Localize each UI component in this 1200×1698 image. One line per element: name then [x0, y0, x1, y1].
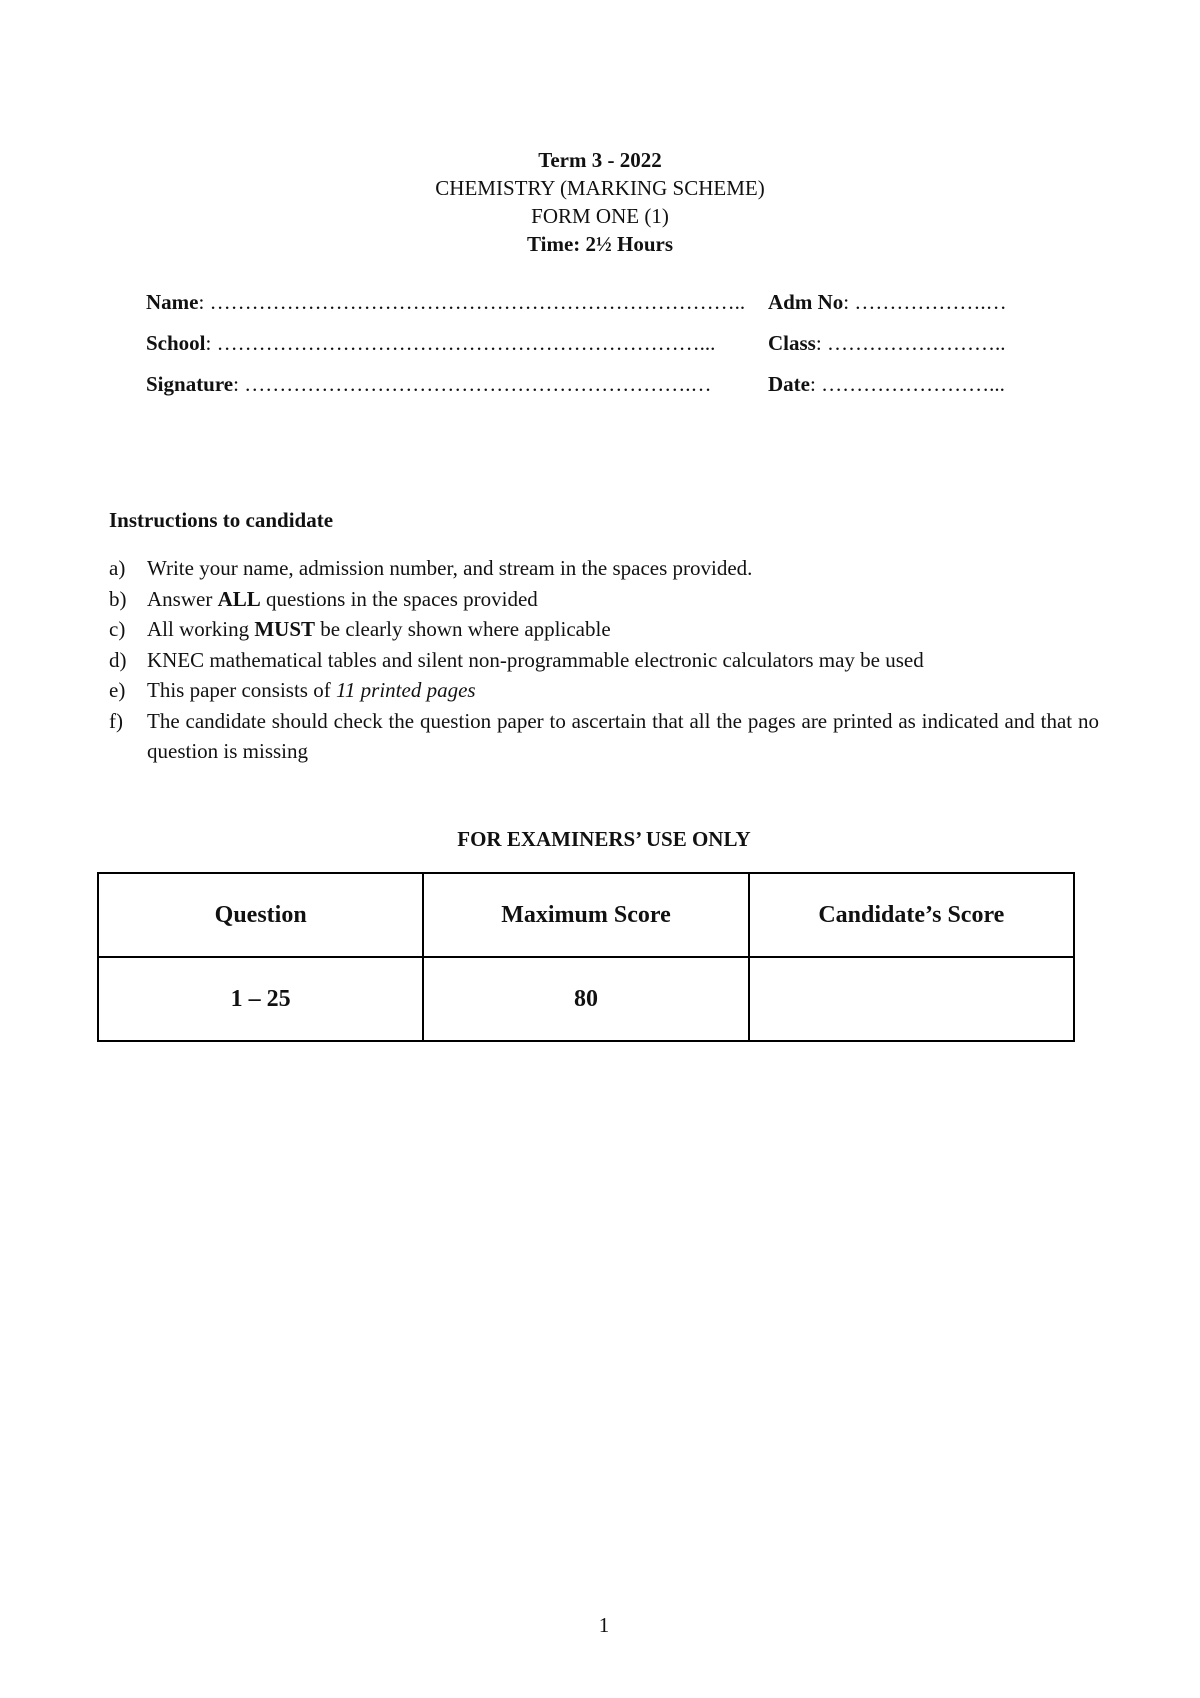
- column-header-question: Question: [98, 873, 423, 957]
- question-range-cell: 1 – 25: [98, 957, 423, 1041]
- column-header-maximum-score: Maximum Score: [423, 873, 748, 957]
- instruction-text: Answer: [147, 586, 218, 611]
- instruction-emphasis: ALL: [217, 586, 261, 611]
- date-label: Date: [768, 372, 810, 396]
- instruction-letter: e): [109, 678, 126, 702]
- school-field-row: [146, 331, 1006, 356]
- instruction-text: questions in the spaces provided: [260, 586, 538, 611]
- page-number: 1: [598, 1613, 610, 1637]
- name-field-row: [146, 290, 1007, 315]
- school-label: School: [146, 331, 206, 355]
- date-field[interactable]: : ……………………...: [809, 372, 1005, 396]
- instruction-item: [109, 553, 1099, 584]
- instruction-text: KNEC mathematical tables and silent non-programmable electronic calculators may be used: [147, 647, 924, 672]
- name-field[interactable]: : …………………………………………………………………..: [198, 290, 746, 314]
- name-label: Name: [146, 290, 199, 314]
- instruction-letter: a): [109, 556, 126, 580]
- instructions-list: [109, 553, 1099, 767]
- instruction-item: [109, 614, 1099, 645]
- document-header: [0, 146, 1200, 258]
- candidates-score-cell[interactable]: [749, 957, 1074, 1041]
- instruction-emphasis: MUST: [254, 617, 316, 641]
- instruction-letter: d): [109, 647, 127, 672]
- school-field[interactable]: : ……………………………………………………………...: [205, 331, 716, 355]
- instruction-letter: f): [109, 708, 123, 733]
- instruction-item: [109, 675, 1099, 706]
- instruction-item: [109, 584, 1099, 615]
- class-label: Class: [768, 331, 816, 355]
- signature-field-row: [146, 372, 1005, 397]
- form-title: FORM ONE (1): [531, 204, 669, 228]
- instruction-item: [109, 645, 1099, 676]
- signature-label: Signature: [146, 372, 234, 396]
- instructions-title: Instructions to candidate: [109, 508, 334, 532]
- score-table: [97, 872, 1075, 1042]
- time-allowed: Time: 2½ Hours: [526, 232, 674, 256]
- instruction-text: The candidate should check the question paper to ascertain that all the pages are printed as indicated and that no question is missing: [147, 708, 1099, 763]
- column-header-candidates-score: Candidate’s Score: [749, 873, 1074, 957]
- term-title: Term 3 - 2022: [538, 148, 662, 172]
- class-field[interactable]: : ……………………..: [815, 331, 1006, 355]
- instruction-italic: 11 printed pages: [335, 678, 476, 702]
- table-row: [98, 957, 1074, 1041]
- signature-field[interactable]: : ……………………………………………………….…: [233, 372, 712, 396]
- table-header-row: [98, 873, 1074, 957]
- instruction-item: [109, 706, 1099, 767]
- instruction-text: Write your name, admission number, and stream in the spaces provided.: [147, 556, 753, 580]
- examiners-title: FOR EXAMINERS’ USE ONLY: [457, 827, 751, 851]
- maximum-score-cell: 80: [423, 957, 748, 1041]
- adm-no-field[interactable]: : ……………….…: [843, 290, 1007, 314]
- instruction-letter: c): [109, 617, 126, 641]
- instruction-letter: b): [109, 586, 127, 611]
- instruction-text: All working: [147, 617, 255, 641]
- instruction-text: This paper consists of: [147, 678, 336, 702]
- instruction-text: be clearly shown where applicable: [315, 617, 611, 641]
- adm-no-label: Adm No: [768, 290, 844, 314]
- subject-title: CHEMISTRY (MARKING SCHEME): [435, 176, 765, 200]
